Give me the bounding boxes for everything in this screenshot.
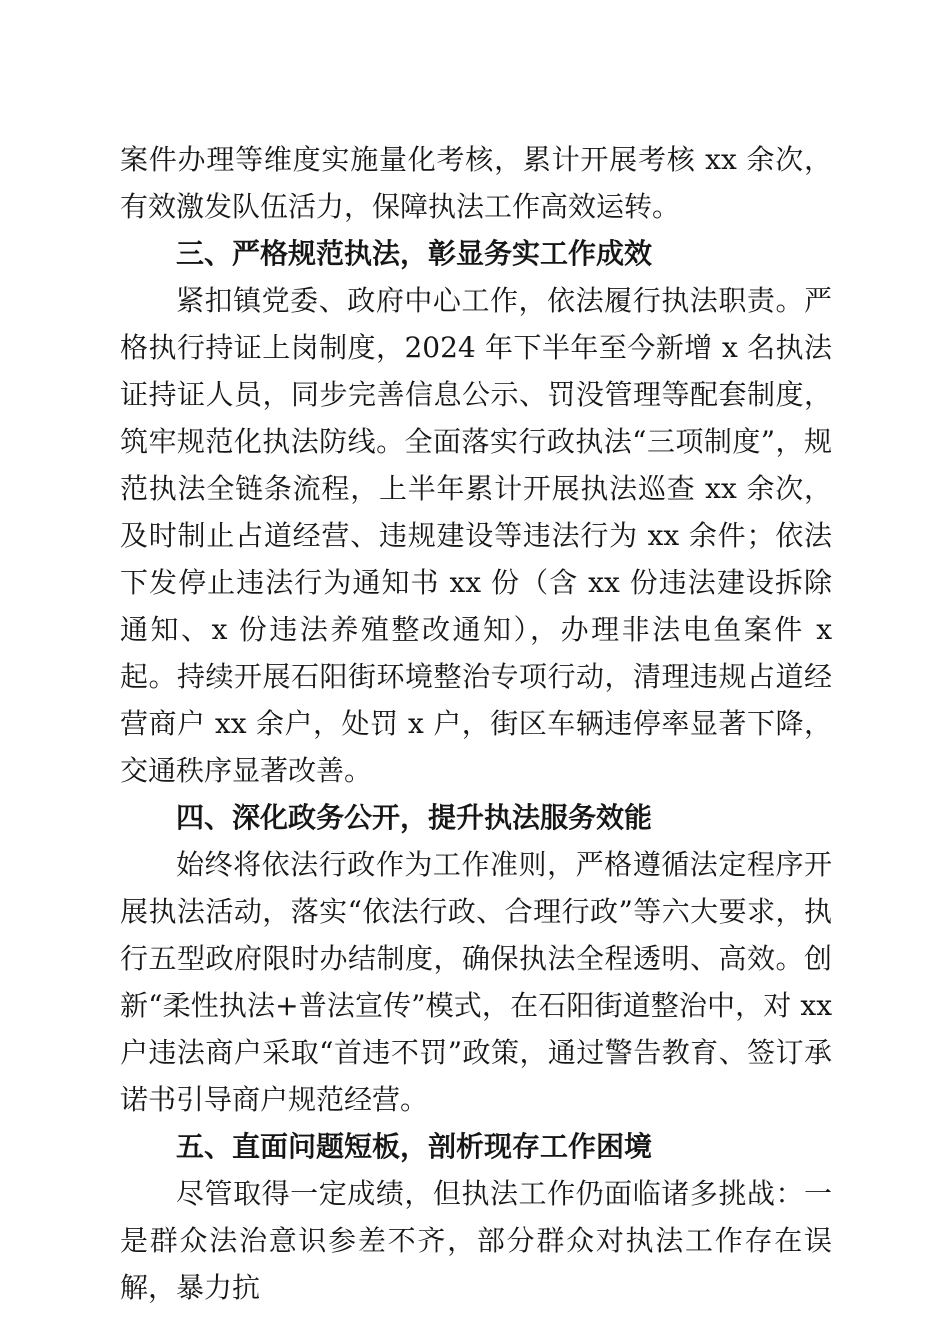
section-heading: 四、深化政务公开，提升执法服务效能	[176, 801, 653, 834]
paragraph: 始终将依法行政作为工作准则，严格遵循法定程序开展执法活动，落实“依法行政、合理行政”等六大要求，执行五型政府限时办结制度，确保执法全程透明、高效。创新“柔性执法+普法宣传”模式，在石阳街道整治中，对 xx 户违法商户采取“首违不罚”政策，通过警告教育、签订承诺书引导商户规范经营。	[120, 848, 832, 1116]
paragraph: 紧扣镇党委、政府中心工作，依法履行执法职责。严格执行持证上岗制度，2024 年下半年至今新增 x 名执法证持证人员，同步完善信息公示、罚没管理等配套制度，筑牢规范化执法防线。全面落实行政执法“三项制度”，规范执法全链条流程，上半年累计开展执法巡查 xx 余次，及时制止占道经营、违规建设等违法行为 xx 余件；依法下发停止违法行为通知书 xx 份（含 xx 份违法建设拆除通知、x 份违法养殖整改通知），办理非法电鱼案件 x 起。持续开展石阳街环境整治专项行动，清理违规占道经营商户 xx 余户，处罚 x 户，街区车辆违停率显著下降，交通秩序显著改善。	[120, 284, 832, 787]
paragraph: 尽管取得一定成绩，但执法工作仍面临诸多挑战：一是群众法治意识参差不齐，部分群众对执法工作存在误解，暴力抗	[120, 1177, 832, 1304]
section-heading: 三、严格规范执法，彰显务实工作成效	[176, 237, 653, 270]
document-content	[120, 136, 832, 1311]
paragraph: 案件办理等维度实施量化考核，累计开展考核 xx 余次，有效激发队伍活力，保障执法工作高效运转。	[120, 143, 832, 223]
section-heading: 五、直面问题短板，剖析现存工作困境	[176, 1130, 653, 1163]
